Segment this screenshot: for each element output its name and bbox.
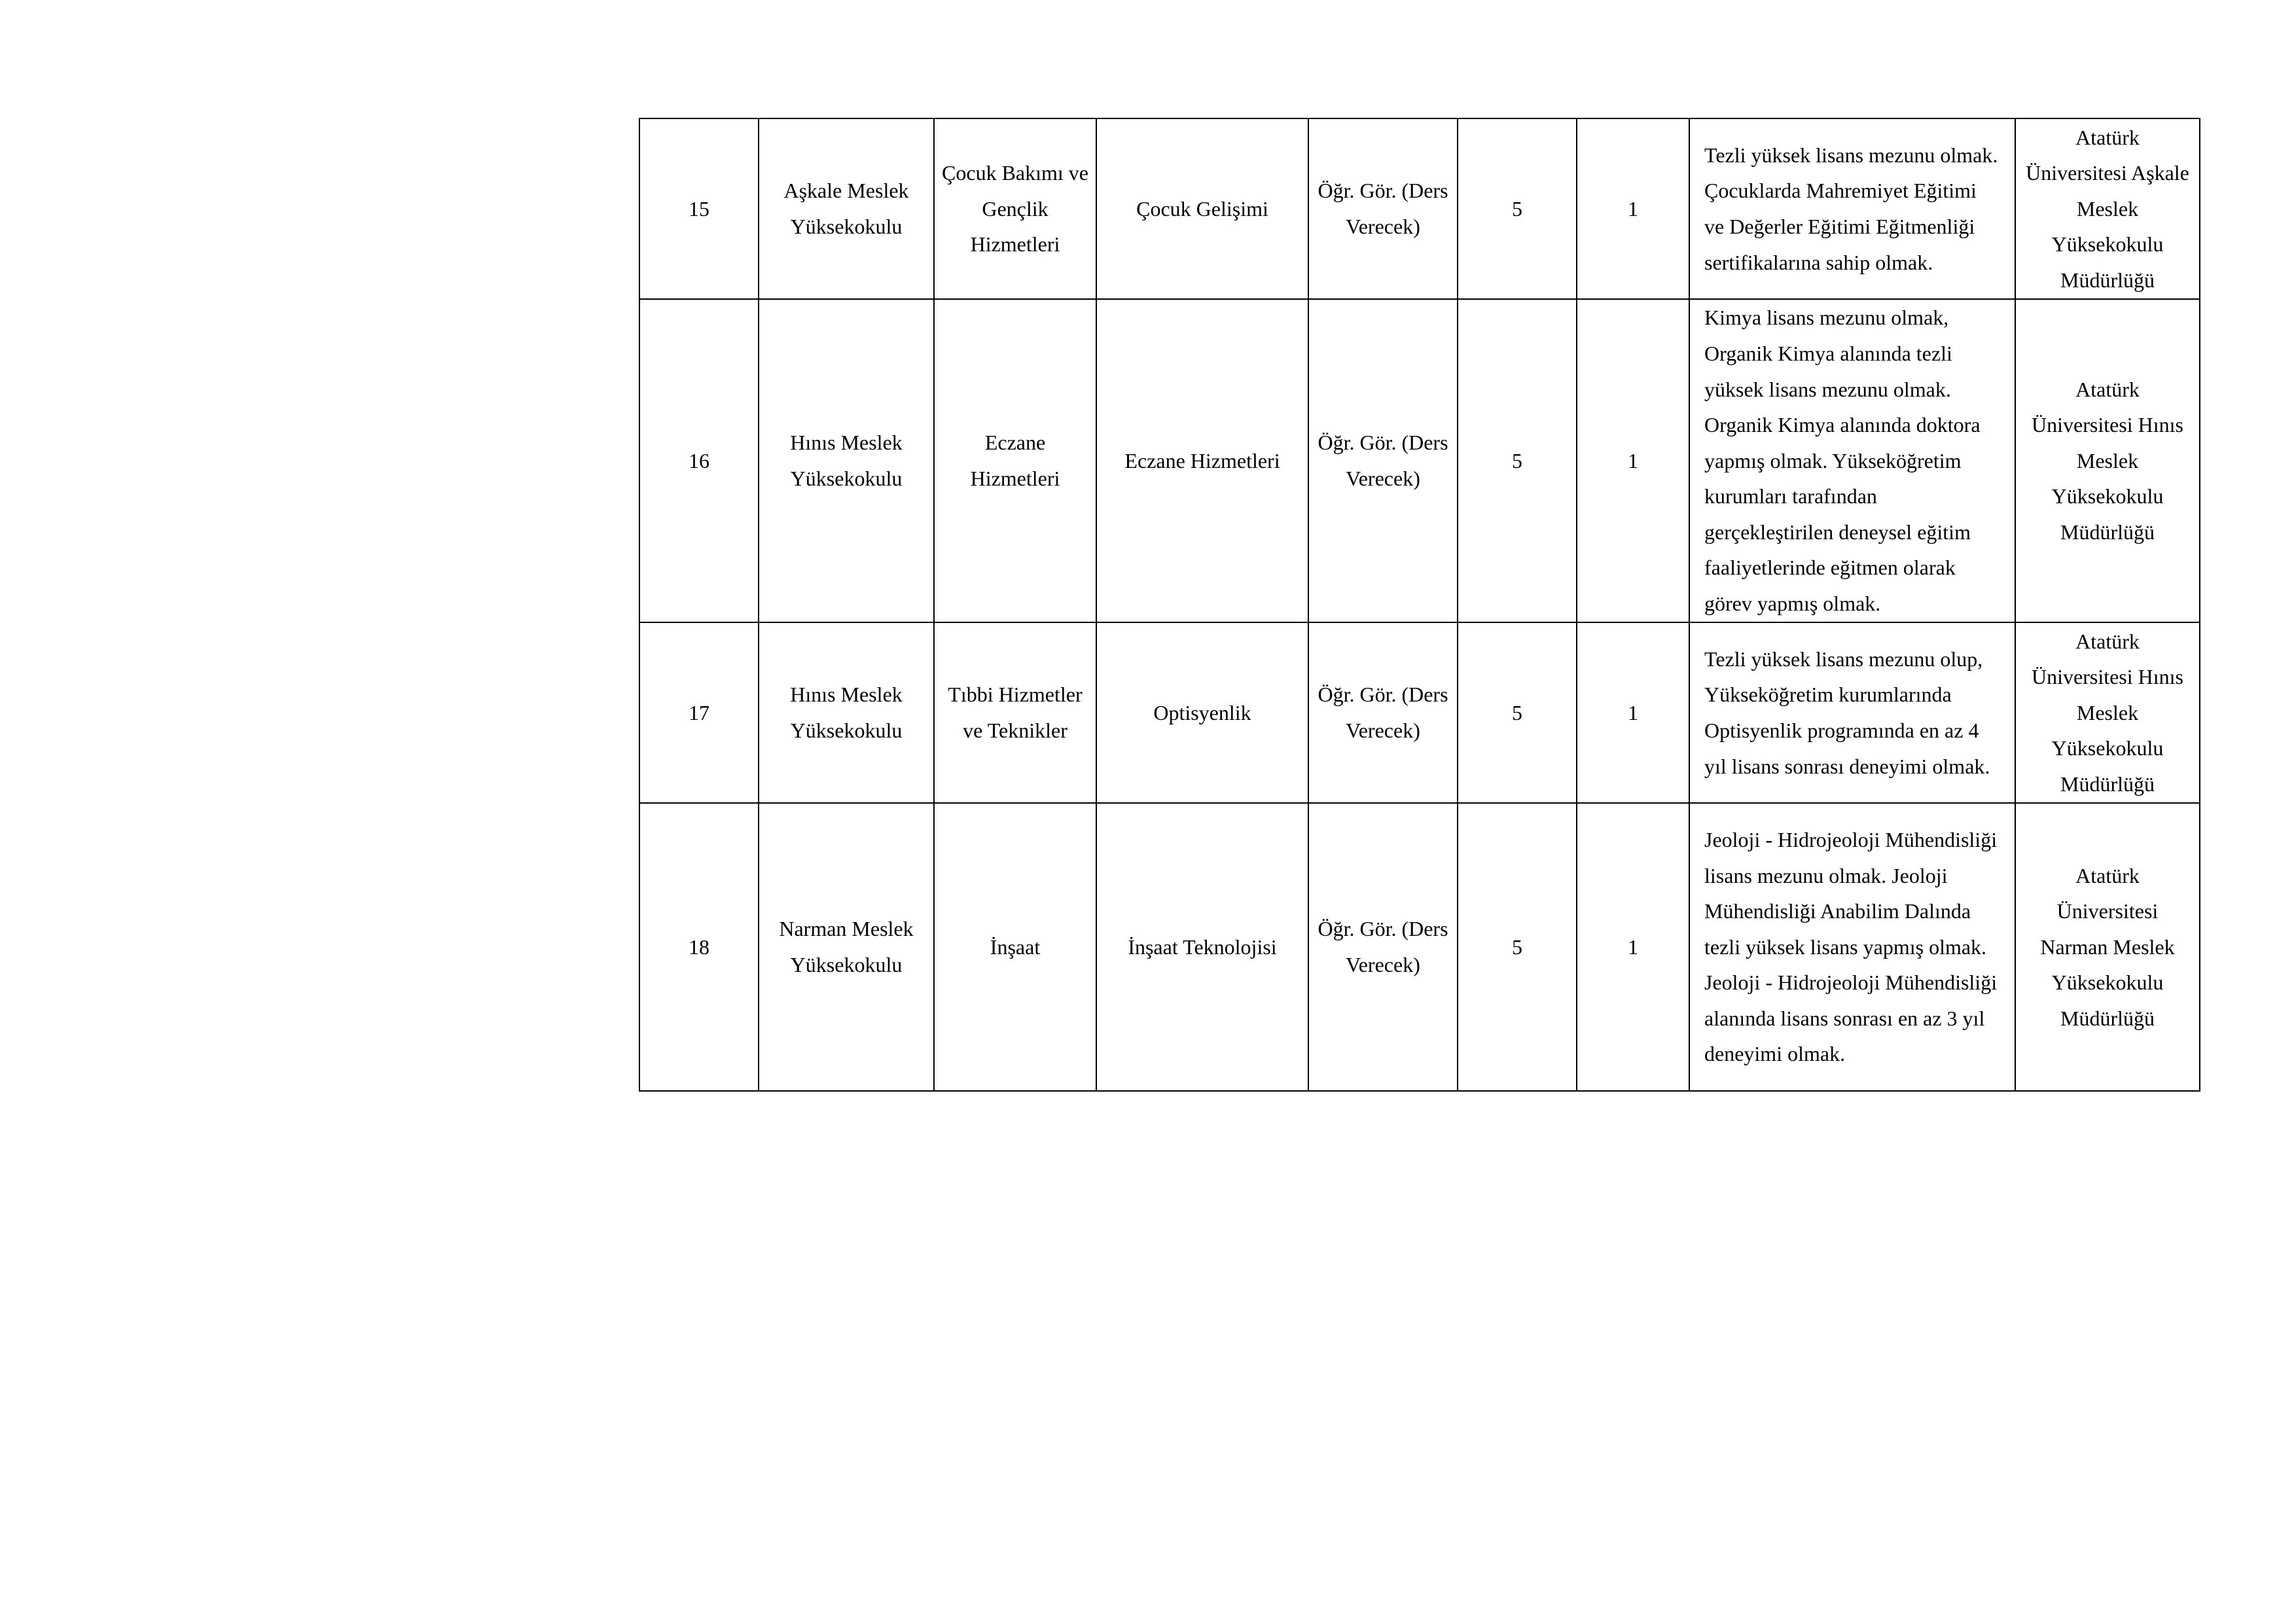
row-number-cell: 16 (639, 299, 759, 622)
staff-announcement-table (639, 118, 2200, 1092)
application-cell: Atatürk Üniversitesi Aşkale Meslek Yüksekokulu Müdürlüğü (2015, 118, 2200, 299)
application-cell: Atatürk Üniversitesi Narman Meslek Yüksekokulu Müdürlüğü (2015, 803, 2200, 1091)
degree-cell: 5 (1458, 118, 1577, 299)
application-cell: Atatürk Üniversitesi Hınıs Meslek Yüksekokulu Müdürlüğü (2015, 299, 2200, 622)
program-cell: Optisyenlik (1096, 622, 1308, 803)
requirements-cell: Tezli yüksek lisans mezunu olmak. Çocuklarda Mahremiyet Eğitimi ve Değerler Eğitimi Eğitmenliği sertifikalarına sahip olmak. (1689, 118, 2015, 299)
department-cell: Çocuk Bakımı ve Gençlik Hizmetleri (934, 118, 1096, 299)
row-number-cell: 17 (639, 622, 759, 803)
unit-cell: Aşkale Meslek Yüksekokulu (759, 118, 934, 299)
degree-cell: 5 (1458, 622, 1577, 803)
row-number-cell: 15 (639, 118, 759, 299)
department-cell: Eczane Hizmetleri (934, 299, 1096, 622)
table-row (639, 299, 2200, 622)
department-cell: İnşaat (934, 803, 1096, 1091)
degree-cell: 5 (1458, 299, 1577, 622)
title-cell: Öğr. Gör. (Ders Verecek) (1308, 299, 1458, 622)
application-cell: Atatürk Üniversitesi Hınıs Meslek Yüksekokulu Müdürlüğü (2015, 622, 2200, 803)
count-cell: 1 (1577, 803, 1689, 1091)
program-cell: İnşaat Teknolojisi (1096, 803, 1308, 1091)
table-row (639, 803, 2200, 1091)
requirements-cell: Jeoloji - Hidrojeoloji Mühendisliği lisans mezunu olmak. Jeoloji Mühendisliği Anabilim Dalında tezli yüksek lisans yapmış olmak. Jeoloji - Hidrojeoloji Mühendisliği alanında lisans sonrası en az 3 yıl deneyimi olmak. (1689, 803, 2015, 1091)
table-row (639, 622, 2200, 803)
title-cell: Öğr. Gör. (Ders Verecek) (1308, 118, 1458, 299)
table-row (639, 118, 2200, 299)
program-cell: Çocuk Gelişimi (1096, 118, 1308, 299)
title-cell: Öğr. Gör. (Ders Verecek) (1308, 803, 1458, 1091)
degree-cell: 5 (1458, 803, 1577, 1091)
title-cell: Öğr. Gör. (Ders Verecek) (1308, 622, 1458, 803)
row-number-cell: 18 (639, 803, 759, 1091)
unit-cell: Narman Meslek Yüksekokulu (759, 803, 934, 1091)
requirements-cell: Tezli yüksek lisans mezunu olup, Yükseköğretim kurumlarında Optisyenlik programında en az 4 yıl lisans sonrası deneyimi olmak. (1689, 622, 2015, 803)
unit-cell: Hınıs Meslek Yüksekokulu (759, 622, 934, 803)
department-cell: Tıbbi Hizmetler ve Teknikler (934, 622, 1096, 803)
program-cell: Eczane Hizmetleri (1096, 299, 1308, 622)
count-cell: 1 (1577, 118, 1689, 299)
unit-cell: Hınıs Meslek Yüksekokulu (759, 299, 934, 622)
requirements-cell: Kimya lisans mezunu olmak, Organik Kimya alanında tezli yüksek lisans mezunu olmak. Organik Kimya alanında doktora yapmış olmak. Yükseköğretim kurumları tarafından gerçekleştirilen deneysel eğitim faaliyetlerinde eğitmen olarak görev yapmış olmak. (1689, 299, 2015, 622)
count-cell: 1 (1577, 299, 1689, 622)
count-cell: 1 (1577, 622, 1689, 803)
